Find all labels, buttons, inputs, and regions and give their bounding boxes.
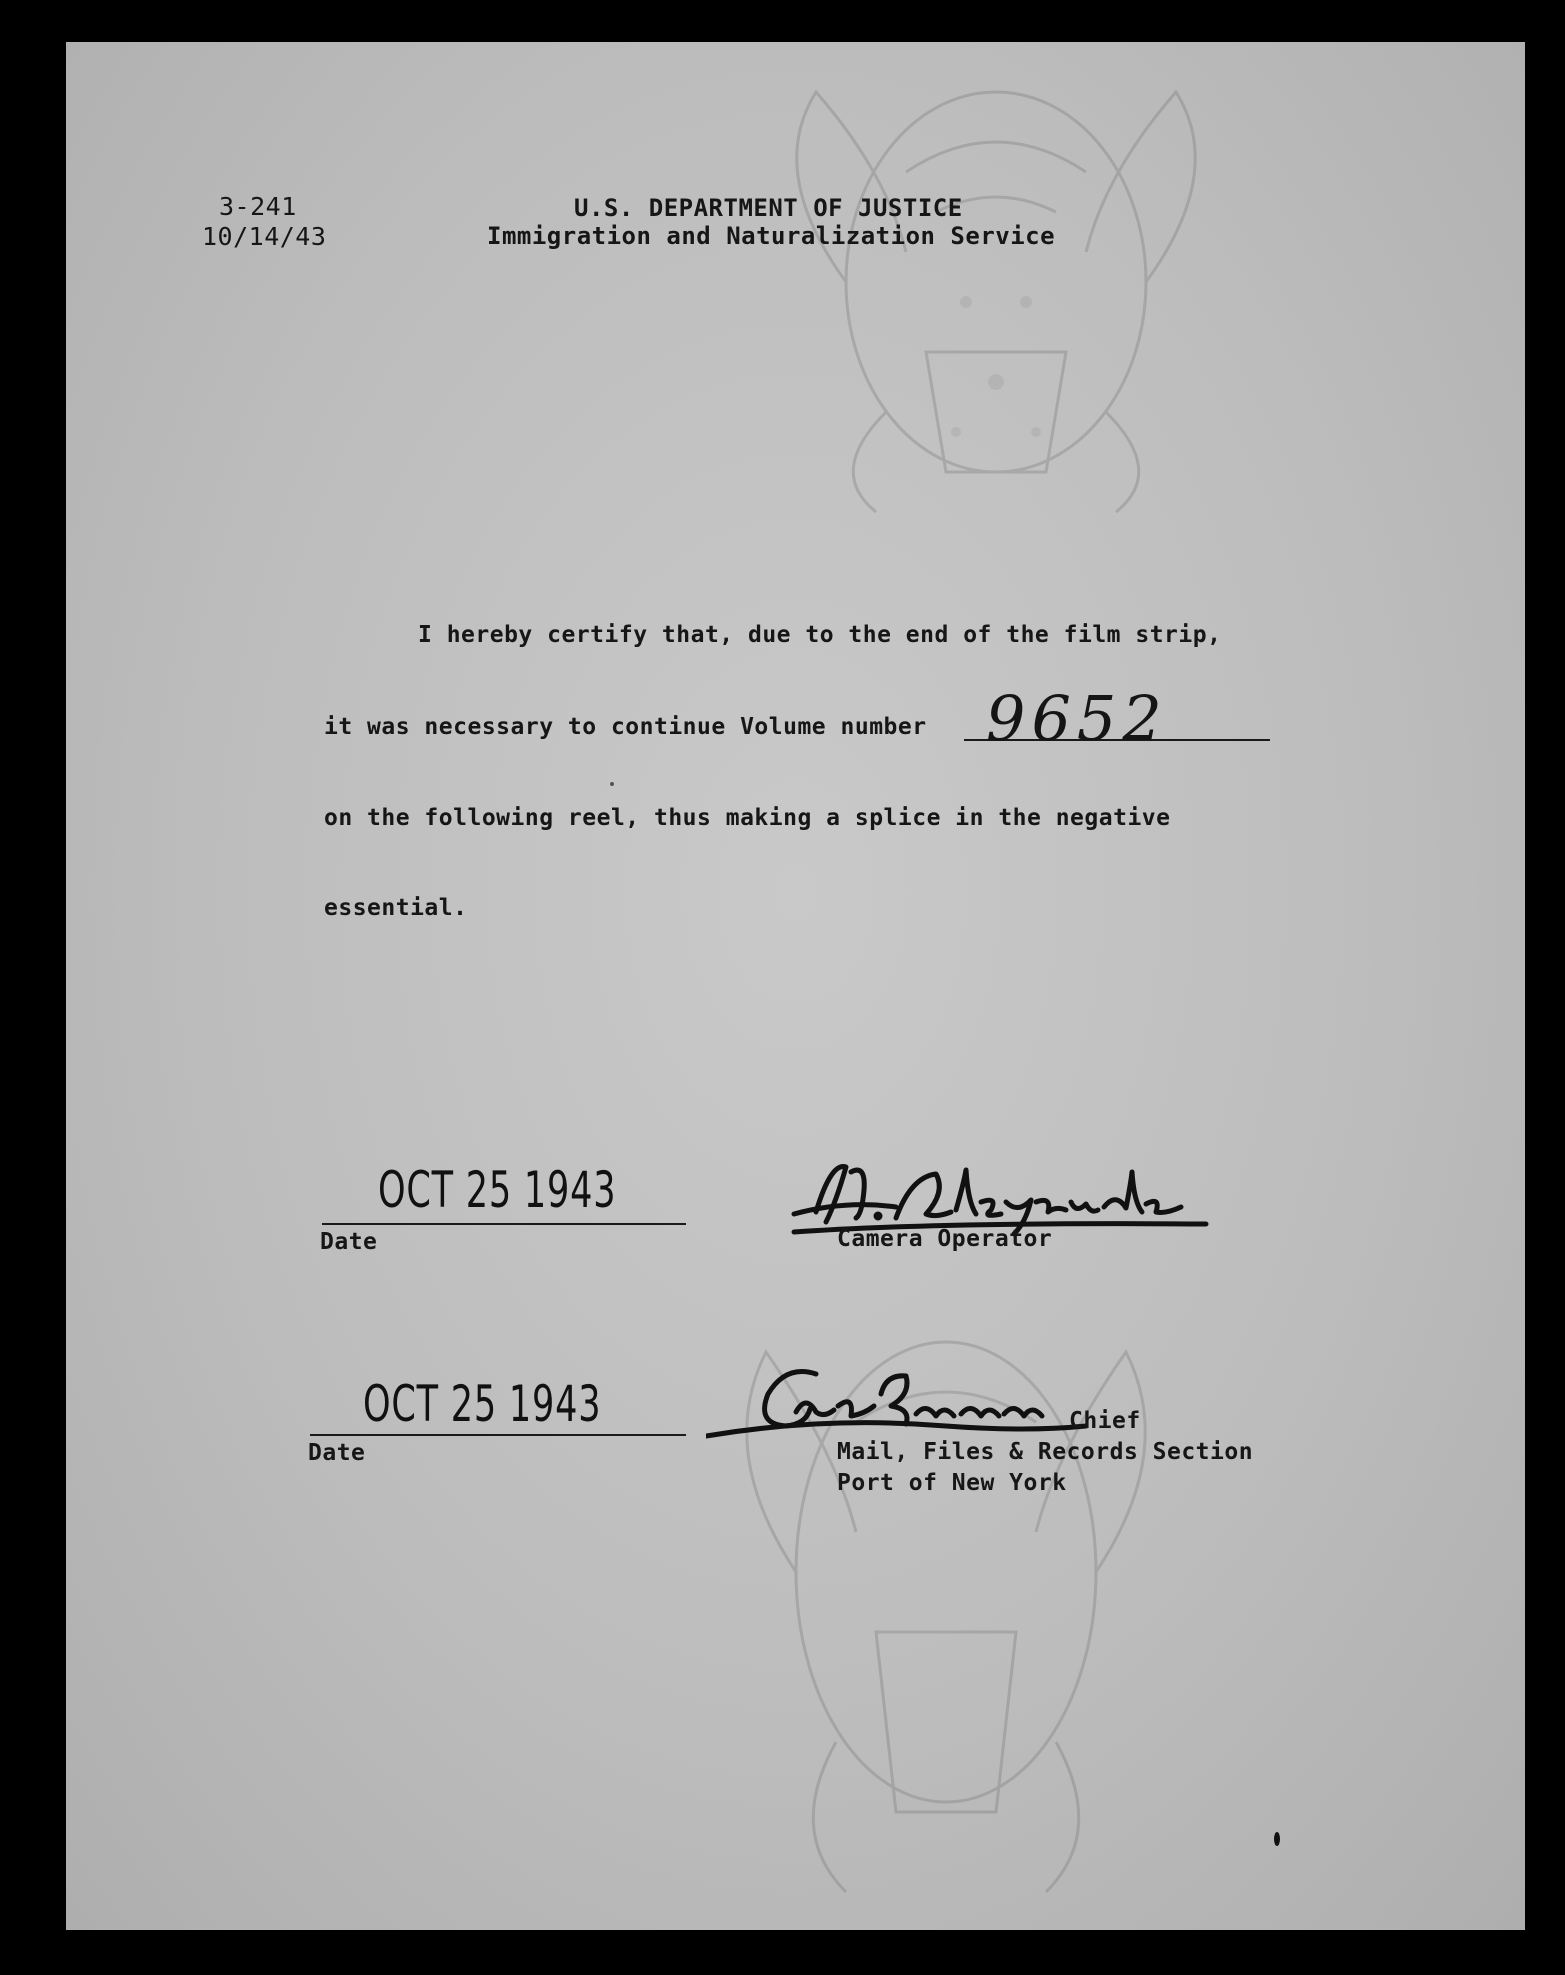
service-heading: Immigration and Naturalization Service bbox=[487, 222, 1056, 250]
certification-line-4: essential. bbox=[324, 895, 468, 921]
eagle-seal-watermark-top bbox=[706, 52, 1266, 522]
certification-line-2: it was necessary to continue Volume number bbox=[324, 714, 927, 740]
date-underline-1 bbox=[322, 1223, 686, 1225]
port-title: Port of New York bbox=[837, 1470, 1067, 1496]
date-stamp-1: OCT 25 1943 bbox=[378, 1161, 617, 1219]
document-page bbox=[66, 42, 1525, 1930]
date-underline-2 bbox=[310, 1434, 686, 1436]
certification-line-1: I hereby certify that, due to the end of the film strip, bbox=[418, 622, 1222, 648]
form-date: 10/14/43 bbox=[202, 222, 327, 251]
volume-number: 9652 bbox=[986, 682, 1168, 755]
form-number: 3-241 bbox=[219, 192, 297, 221]
certification-line-3: on the following reel, thus making a splice in the negative bbox=[324, 805, 1171, 831]
chief-title: Chief bbox=[1069, 1408, 1141, 1434]
date-stamp-2: OCT 25 1943 bbox=[363, 1375, 602, 1433]
paper-speck bbox=[1274, 1832, 1280, 1846]
section-title: Mail, Files & Records Section bbox=[837, 1439, 1254, 1465]
department-heading: U.S. DEPARTMENT OF JUSTICE bbox=[574, 194, 963, 222]
date-label-1: Date bbox=[320, 1229, 378, 1255]
camera-operator-title: Camera Operator bbox=[837, 1226, 1053, 1252]
date-label-2: Date bbox=[308, 1440, 366, 1466]
paper-speck bbox=[610, 782, 614, 786]
